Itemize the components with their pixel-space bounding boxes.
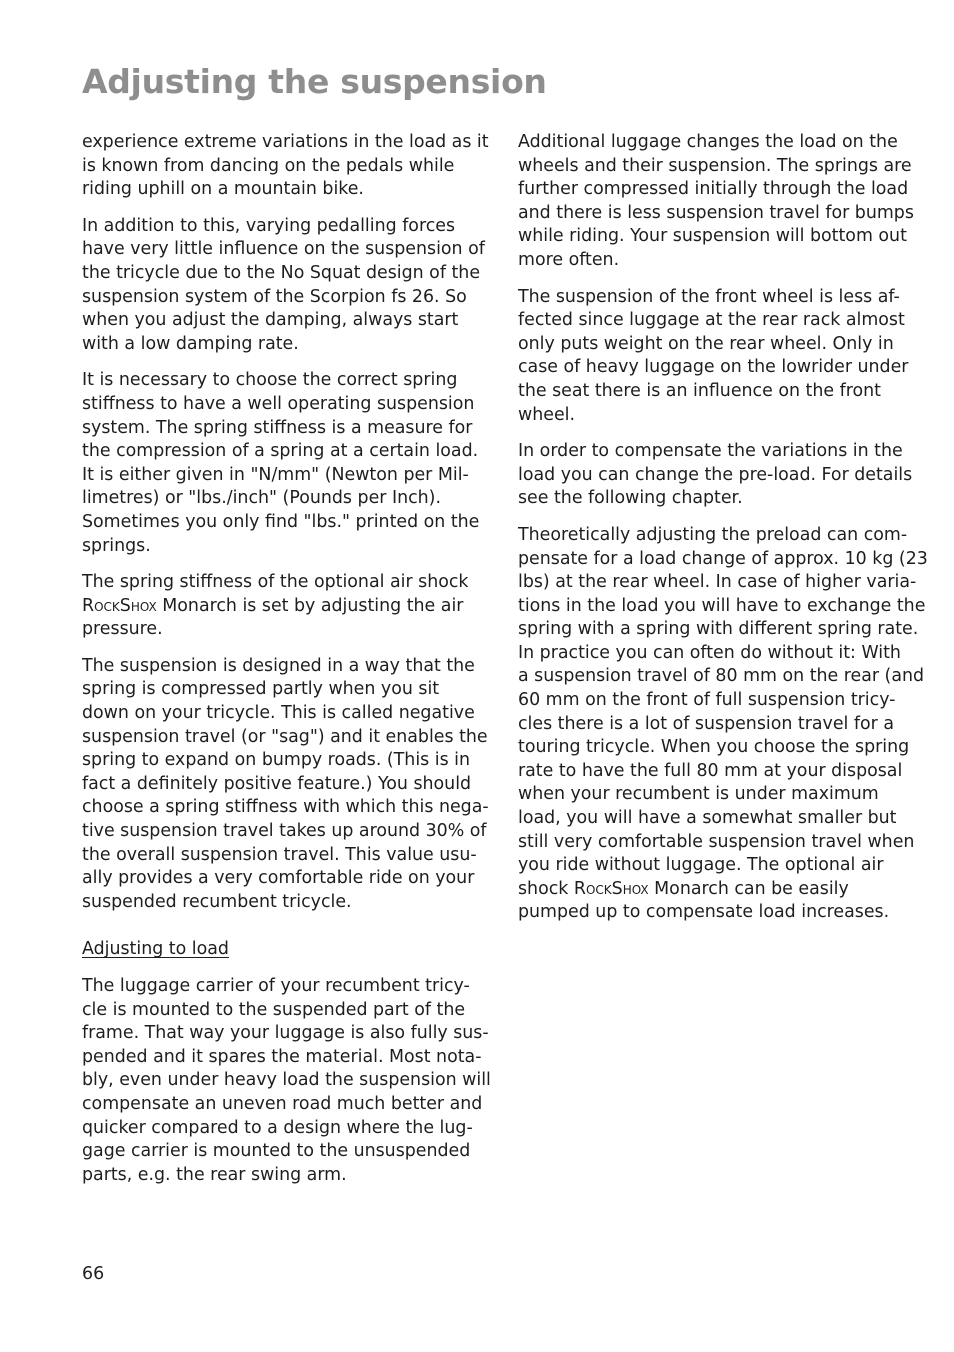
text-line: It is necessary to choose the correct spring <box>82 370 458 391</box>
text-line: pressure. <box>82 619 163 640</box>
paragraph-load-variations <box>82 131 489 202</box>
text-fragment: shock <box>518 878 574 899</box>
text-line: compensate an uneven road much better and <box>82 1093 483 1114</box>
paragraph-pre-load <box>518 440 913 511</box>
text-line <box>82 595 470 619</box>
text-line: 60 mm on the front of full suspension tricy- <box>518 690 896 711</box>
text-line: rate to have the full 80 mm at your disposal <box>518 760 903 781</box>
text-line: suspension system of the Scorpion fs 26. So <box>82 286 467 307</box>
text-line: In order to compensate the variations in the <box>518 441 903 462</box>
text-line: In addition to this, varying pedalling forces <box>82 215 456 236</box>
text-fragment: Monarch can be easily <box>648 878 849 899</box>
text-line: limetres) or "lbs./inch" (Pounds per Inch). <box>82 488 441 509</box>
text-line: the overall suspension travel. This value usu- <box>82 844 477 865</box>
text-line: system. The spring stiffness is a measure for <box>82 417 473 438</box>
text-line: Theoretically adjusting the preload can com- <box>518 524 908 545</box>
brand-name: RockShox <box>573 878 649 899</box>
text-line: wheel. <box>518 404 576 425</box>
text-line: further compressed initially through the load <box>518 179 909 200</box>
text-line: see the following chapter. <box>518 488 743 509</box>
page-title: Adjusting the suspension <box>82 62 547 101</box>
paragraph-air-shock <box>82 571 470 642</box>
paragraph-negative-travel <box>82 655 489 915</box>
text-line: stiffness to have a well operating suspension <box>82 393 475 414</box>
page-number: 66 <box>82 1264 105 1284</box>
text-line: In practice you can often do without it: With <box>518 642 901 663</box>
text-line: when you adjust the damping, always start <box>82 310 459 331</box>
text-fragment: Monarch is set by adjusting the air <box>156 595 464 616</box>
paragraph-luggage-carrier <box>82 975 491 1187</box>
text-line: pended and it spares the material. Most nota- <box>82 1046 482 1067</box>
text-line: bly, even under heavy load the suspension will <box>82 1070 491 1091</box>
text-line: gage carrier is mounted to the unsuspended <box>82 1141 471 1162</box>
text-line: load, you will have a somewhat smaller but <box>518 808 897 829</box>
text-line: still very comfortable suspension travel when <box>518 831 915 852</box>
text-line: parts, e.g. the rear swing arm. <box>82 1164 347 1185</box>
text-line: pumped up to compensate load increases. <box>518 902 890 923</box>
text-line: while riding. Your suspension will bottom out <box>518 226 907 247</box>
text-line: the compression of a spring at a certain load. <box>82 441 479 462</box>
paragraph-spring-stiffness <box>82 369 480 558</box>
text-line: fected since luggage at the rear rack almost <box>518 310 905 331</box>
text-line: more often. <box>518 249 620 270</box>
text-line: The suspension is designed in a way that the <box>82 655 475 676</box>
text-line: a suspension travel of 80 mm on the rear (and <box>518 666 925 687</box>
text-line: only puts weight on the rear wheel. Only in <box>518 333 894 354</box>
text-line: the tricycle due to the No Squat design of the <box>82 262 481 283</box>
paragraph-additional-luggage <box>518 131 914 273</box>
text-line: cles there is a lot of suspension travel for a <box>518 713 894 734</box>
text-line: the seat there is an influence on the front <box>518 380 881 401</box>
text-line: The suspension of the front wheel is less af- <box>518 286 900 307</box>
text-line: case of heavy luggage on the lowrider under <box>518 357 909 378</box>
text-line: It is either given in "N/mm" (Newton per Mil- <box>82 464 469 485</box>
text-line: The spring stiffness of the optional air shock <box>82 572 469 593</box>
text-line: choose a spring stiffness with which this nega- <box>82 797 489 818</box>
text-line: you ride without luggage. The optional air <box>518 855 884 876</box>
text-line <box>518 878 906 902</box>
section-heading-adjusting-to-load: Adjusting to load <box>82 939 229 960</box>
text-line: is known from dancing on the pedals while <box>82 155 455 176</box>
text-line: quicker compared to a design where the lug- <box>82 1117 473 1138</box>
text-line: fact a definitely positive feature.) You should <box>82 773 472 794</box>
text-line: with a low damping rate. <box>82 333 299 354</box>
text-line: lbs) at the rear wheel. In case of higher varia- <box>518 572 917 593</box>
text-line: have very little influence on the suspension of <box>82 239 485 260</box>
paragraph-pedalling-forces <box>82 215 485 357</box>
text-line: ally provides a very comfortable ride on your <box>82 868 475 889</box>
text-line: down on your tricycle. This is called negative <box>82 703 475 724</box>
text-line: The luggage carrier of your recumbent tricy- <box>82 976 470 996</box>
text-line: suspended recumbent tricycle. <box>82 891 352 912</box>
text-line: springs. <box>82 535 151 556</box>
text-line: spring is compressed partly when you sit <box>82 679 440 700</box>
text-line: spring with a spring with different spring rate. <box>518 619 919 640</box>
text-line: experience extreme variations in the load as it <box>82 132 489 152</box>
left-column <box>82 131 491 1200</box>
text-line: tive suspension travel takes up around 30% of <box>82 821 487 842</box>
text-line: and there is less suspension travel for bumps <box>518 202 914 223</box>
paragraph-front-wheel <box>518 286 909 428</box>
text-line: wheels and their suspension. The springs are <box>518 155 912 176</box>
text-line: tions in the load you will have to exchange the <box>518 595 926 616</box>
text-line: frame. That way your luggage is also fully sus- <box>82 1023 489 1044</box>
text-line: pensate for a load change of approx. 10 kg (23 <box>518 548 928 569</box>
paragraph-preload-theory <box>518 524 928 925</box>
text-line: Additional luggage changes the load on the <box>518 132 898 152</box>
text-line: Sometimes you only find "lbs." printed on the <box>82 511 480 532</box>
brand-name: RockShox <box>82 595 157 616</box>
text-line: suspension travel (or "sag") and it enables the <box>82 726 488 747</box>
text-line: touring tricycle. When you choose the spring <box>518 737 910 758</box>
text-line: riding uphill on a mountain bike. <box>82 179 364 200</box>
right-column <box>518 131 928 938</box>
text-line: cle is mounted to the suspended part of the <box>82 999 466 1020</box>
text-line: load you can change the pre-load. For details <box>518 464 913 485</box>
text-line: when your recumbent is under maximum <box>518 784 879 805</box>
text-line: spring to expand on bumpy roads. (This is in <box>82 750 471 771</box>
